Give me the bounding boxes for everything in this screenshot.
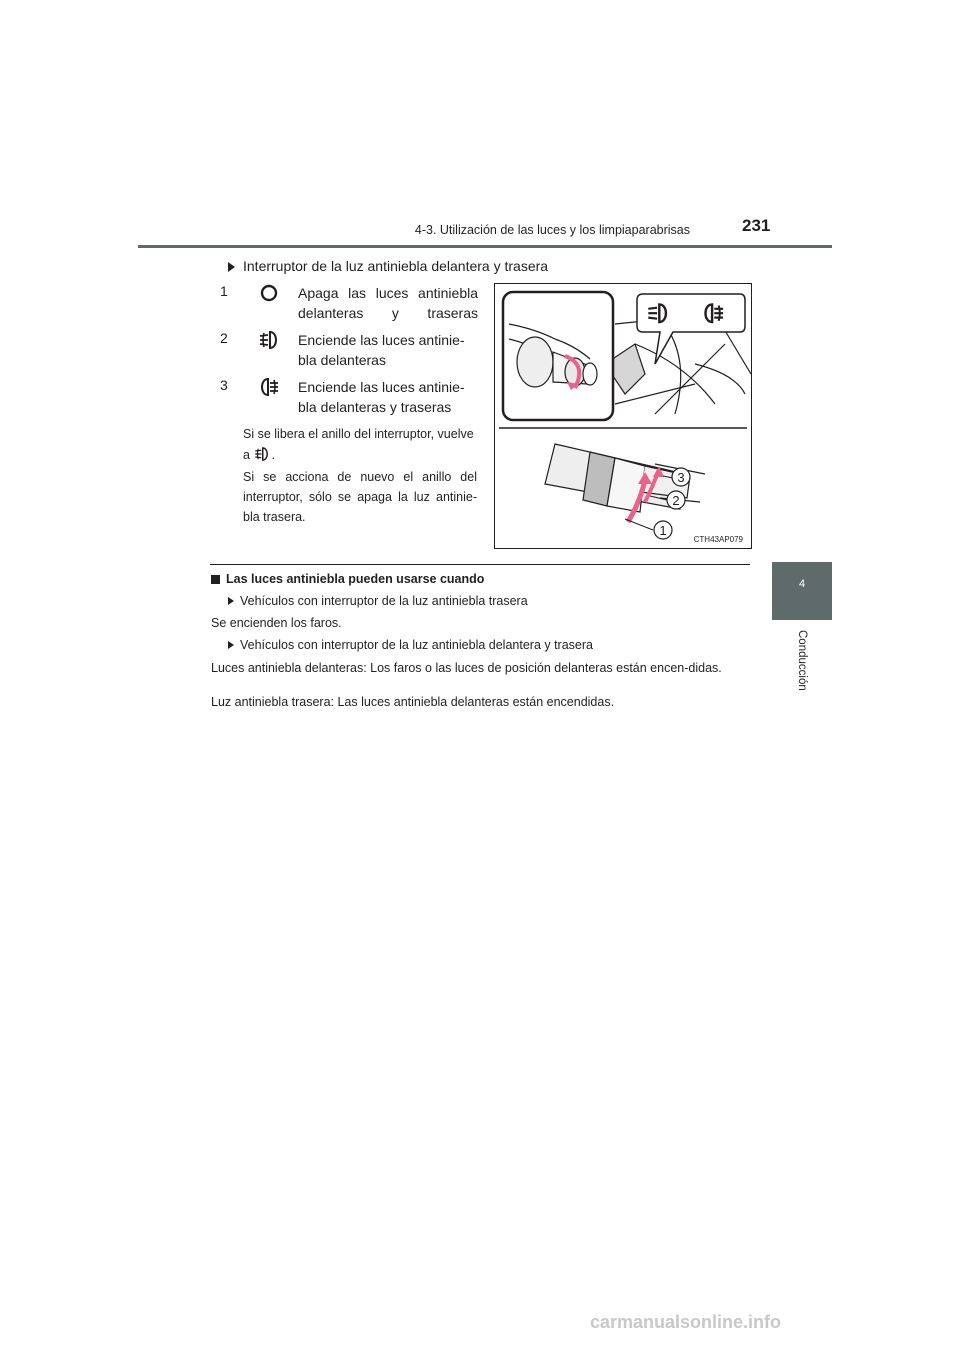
case2-label: Vehículos con interruptor de la luz antiniebla delantera y trasera — [228, 637, 593, 654]
section-separator — [210, 564, 750, 565]
fog-switch-illustration — [494, 283, 752, 549]
notes-heading: Las luces antiniebla pueden usarse cuando — [211, 572, 484, 586]
callout-label-3: 3 — [677, 470, 685, 485]
item-number-1: 1 — [220, 283, 228, 299]
triangle-bullet-icon — [228, 262, 235, 272]
section-title: 4-3. Utilización de las luces y los limpiaparabrisas — [414, 223, 690, 237]
case1-label: Vehículos con interruptor de la luz antiniebla trasera — [228, 593, 528, 610]
rear-off-note: Si se acciona de nuevo el anillo del interruptor, sólo se apaga la luz antinie-bla trasera. — [243, 470, 477, 524]
illustration-drawing — [495, 284, 751, 548]
case2-text-rear: Luz antiniebla trasera: Las luces antiniebla delanteras están encendidas. — [211, 695, 615, 709]
rear-fog-icon — [257, 375, 281, 399]
callout-label-2: 2 — [672, 493, 680, 508]
front-fog-icon — [253, 445, 271, 463]
chapter-number: 4 — [798, 578, 806, 590]
header-rule — [138, 245, 832, 248]
front-fog-icon — [257, 328, 281, 352]
fog-off-icon — [257, 281, 281, 305]
chapter-tab — [772, 562, 832, 620]
release-note: Si se libera el anillo del interruptor, vuelve a . — [243, 427, 474, 462]
item-text-2: Enciende las luces antinie-bla delanteras — [298, 332, 465, 368]
sub-heading — [228, 258, 548, 274]
triangle-bullet-icon — [228, 597, 234, 605]
triangle-bullet-icon — [228, 641, 234, 649]
sub-heading-text: Interruptor de la luz antiniebla delantera y trasera — [243, 258, 549, 274]
page-number: 231 — [742, 216, 771, 235]
chapter-label: Conducción — [796, 630, 808, 691]
item-number-3: 3 — [220, 377, 228, 393]
callout-label-1: 1 — [659, 523, 667, 538]
case1-text: Se encienden los faros. — [211, 616, 342, 630]
watermark: carmanualsonline.info — [590, 1312, 782, 1332]
figure-code: CTH43AP079 — [693, 535, 743, 544]
square-bullet-icon — [211, 575, 220, 584]
item-text-1: Apaga las luces antiniebla delanteras y traseras — [298, 285, 478, 321]
item-number-2: 2 — [220, 330, 228, 346]
item-text-3: Enciende las luces antinie-bla delanteras y traseras — [298, 379, 465, 415]
case2-text-front: Luces antiniebla delanteras: Los faros o las luces de posición delanteras están encen-didas. — [211, 661, 722, 675]
callout-bubble — [637, 294, 745, 364]
